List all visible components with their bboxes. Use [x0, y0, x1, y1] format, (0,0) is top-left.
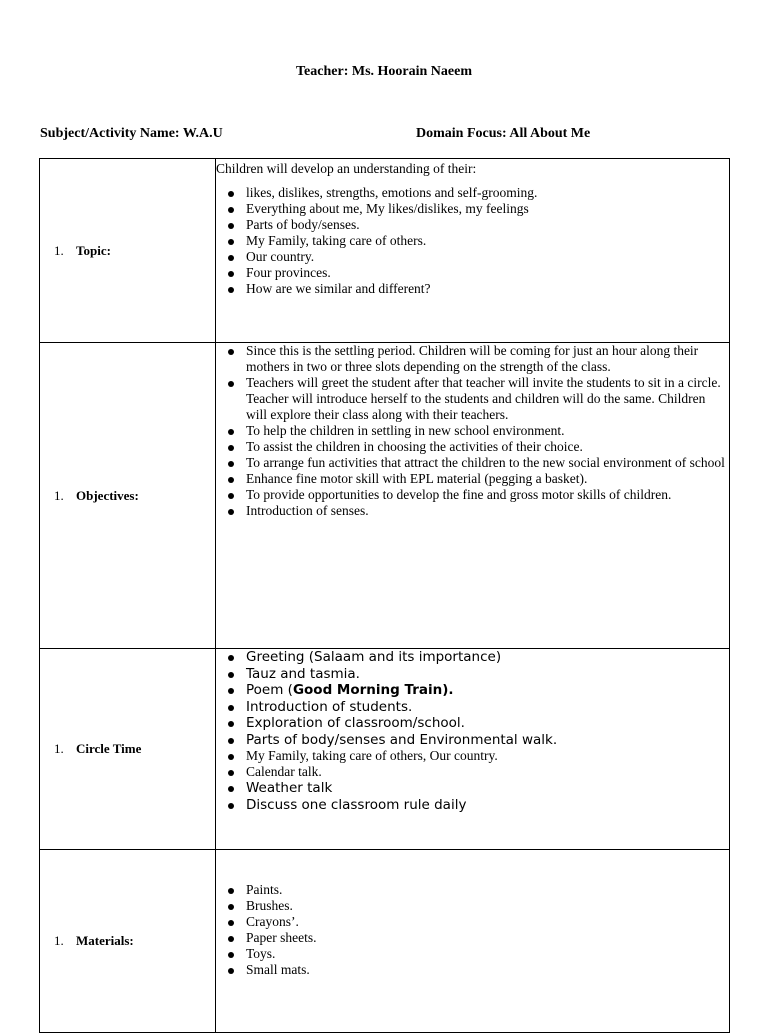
- topic-intro: Children will develop an understanding of their:: [216, 161, 477, 176]
- poem-prefix: Poem (: [246, 682, 293, 698]
- objectives-number: 1.: [54, 487, 64, 503]
- objectives-list: [216, 343, 729, 519]
- list-item: Small mats.: [216, 962, 729, 978]
- list-item: Paper sheets.: [216, 930, 729, 946]
- circle-time-number: 1.: [54, 741, 64, 756]
- list-item: Parts of body/senses.: [216, 217, 729, 233]
- domain-focus: Domain Focus: All About Me: [416, 126, 591, 141]
- list-item: Everything about me, My likes/dislikes, my feelings: [216, 201, 729, 217]
- objectives-label-cell: [40, 343, 216, 649]
- list-item: How are we similar and different?: [216, 281, 729, 297]
- list-item: Greeting (Salaam and its importance): [216, 649, 729, 666]
- objectives-content-cell: [216, 343, 730, 649]
- list-item: Parts of body/senses and Environmental walk.: [216, 732, 729, 749]
- topic-content-cell: [216, 159, 730, 343]
- materials-number: 1.: [54, 933, 64, 948]
- list-item: Brushes.: [216, 898, 729, 914]
- circle-time-content-cell: [216, 649, 730, 850]
- list-item: To help the children in settling in new school environment.: [216, 423, 729, 439]
- topic-label: Topic:: [76, 242, 111, 258]
- list-item: Exploration of classroom/school.: [216, 715, 729, 732]
- list-item: To assist the children in choosing the activities of their choice.: [216, 439, 729, 455]
- materials-label: Materials:: [76, 933, 134, 948]
- materials-content-cell: [216, 850, 730, 1033]
- circle-time-row: [40, 649, 730, 850]
- list-item: My Family, taking care of others.: [216, 233, 729, 249]
- list-item: Weather talk: [216, 780, 729, 797]
- list-item: Four provinces.: [216, 265, 729, 281]
- list-item: My Family, taking care of others, Our country.: [216, 748, 729, 764]
- circle-time-list: [216, 649, 729, 813]
- objectives-label: Objectives:: [76, 487, 139, 503]
- materials-label-cell: [40, 850, 216, 1033]
- topic-number: 1.: [54, 242, 64, 258]
- poem-title: Good Morning Train).: [292, 682, 454, 698]
- lesson-plan-table: [39, 158, 730, 1033]
- objectives-row: [40, 343, 730, 649]
- list-item: Our country.: [216, 249, 729, 265]
- list-item: Introduction of senses.: [216, 503, 729, 519]
- list-item: To arrange fun activities that attract the children to the new social environment of school: [216, 455, 729, 471]
- topic-list: [216, 185, 729, 297]
- list-item: likes, dislikes, strengths, emotions and self-grooming.: [216, 185, 729, 201]
- list-item: Crayons’.: [216, 914, 729, 930]
- list-item: Tauz and tasmia.: [216, 666, 729, 683]
- list-item: Toys.: [216, 946, 729, 962]
- list-item: Introduction of students.: [216, 699, 729, 716]
- topic-row: [40, 159, 730, 343]
- list-item: Paints.: [216, 882, 729, 898]
- topic-label-cell: [40, 159, 216, 343]
- list-item: Discuss one classroom rule daily: [216, 797, 729, 814]
- list-item: [216, 682, 729, 699]
- materials-list: [216, 882, 729, 978]
- circle-time-label: Circle Time: [76, 741, 142, 756]
- materials-row: [40, 850, 730, 1033]
- list-item: Teachers will greet the student after that teacher will invite the students to sit in a circle. Teacher will introduce herself to the students and children will do the same. Children will explore their class along with their teachers.: [216, 375, 729, 423]
- list-item: Since this is the settling period. Children will be coming for just an hour along their mothers in two or three slots depending on the strength of the class.: [216, 343, 729, 375]
- subject-activity-name: Subject/Activity Name: W.A.U: [40, 126, 223, 141]
- list-item: Enhance fine motor skill with EPL material (pegging a basket).: [216, 471, 729, 487]
- list-item: To provide opportunities to develop the fine and gross motor skills of children.: [216, 487, 729, 503]
- circle-time-label-cell: [40, 649, 216, 850]
- teacher-heading: Teacher: Ms. Hoorain Naeem: [296, 64, 472, 79]
- list-item: Calendar talk.: [216, 764, 729, 780]
